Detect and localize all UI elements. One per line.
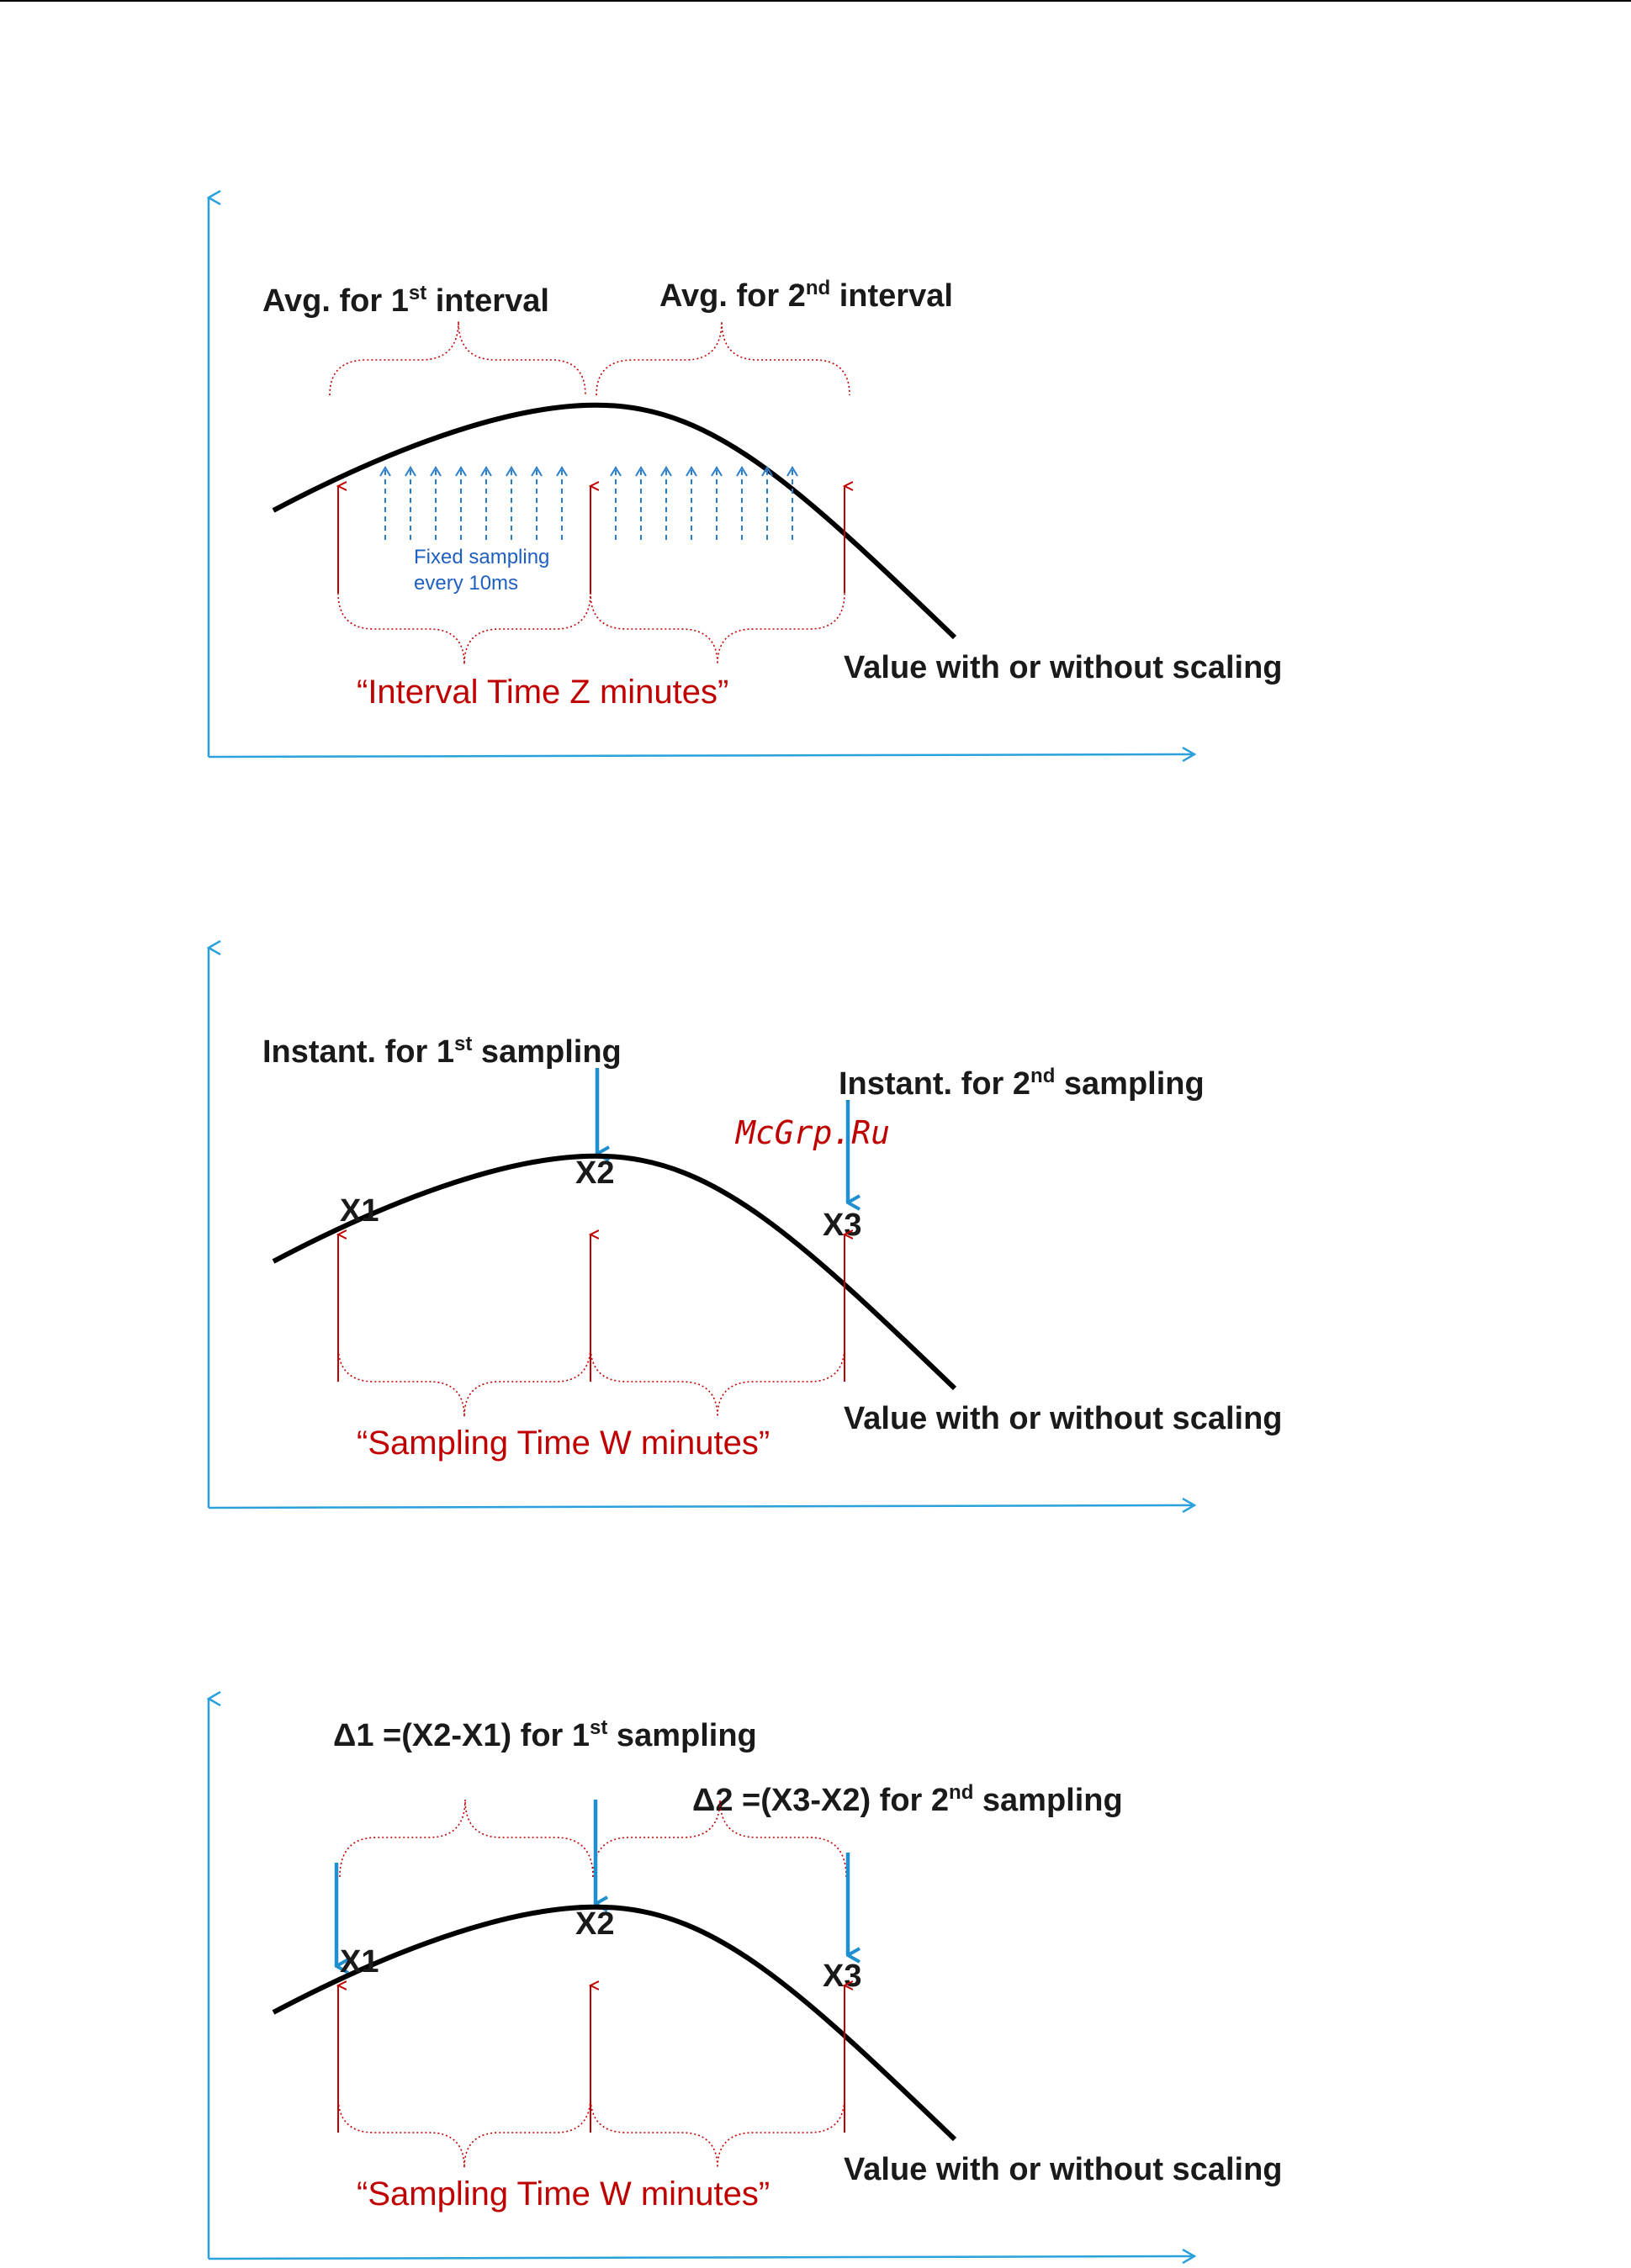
point-x3: X3	[823, 1959, 862, 1994]
upper-brace-first	[330, 321, 585, 395]
point-x1: X1	[340, 1944, 379, 1980]
upper-brace-second	[596, 321, 850, 395]
interval-time-label: “Interval Time Z minutes”	[357, 674, 729, 711]
lower-brace-second	[590, 593, 845, 664]
point-x2: X2	[575, 1906, 615, 1942]
panel-interval-average	[209, 198, 1283, 757]
lower-brace-first	[338, 2096, 590, 2168]
point-x3: X3	[823, 1208, 862, 1243]
lower-brace-first	[338, 593, 590, 664]
delta-second-sampling-label: Δ2 =(X3-X2) for 2nd sampling	[692, 1781, 1123, 1818]
watermark: McGrp.Ru	[736, 1114, 891, 1151]
avg-second-interval-label: Avg. for 2nd interval	[659, 277, 953, 314]
instant-first-sampling-label: Instant. for 1st sampling	[262, 1033, 622, 1070]
value-curve	[273, 1907, 955, 2139]
lower-brace-second	[590, 2096, 845, 2168]
x-axis	[209, 1505, 1194, 1508]
panel-delta-sampling	[209, 1699, 1283, 2259]
sampling-note-line-1: Fixed sampling	[414, 546, 550, 568]
instant-second-sampling-label: Instant. for 2nd sampling	[839, 1065, 1205, 1102]
curve-label: Value with or without scaling	[844, 2152, 1283, 2187]
point-x1: X1	[340, 1193, 379, 1229]
lower-brace-second	[590, 1345, 845, 1417]
upper-brace-first	[340, 1800, 593, 1877]
sampling-time-label: “Sampling Time W minutes”	[357, 1425, 770, 1462]
delta-first-sampling-label: Δ1 =(X2-X1) for 1st sampling	[333, 1716, 757, 1753]
lower-brace-first	[338, 1345, 590, 1417]
sampling-note-line-2: every 10ms	[414, 572, 519, 595]
avg-first-interval-label: Avg. for 1st interval	[262, 282, 549, 319]
point-x2: X2	[575, 1155, 615, 1191]
x-axis	[209, 754, 1194, 757]
curve-label: Value with or without scaling	[844, 650, 1283, 685]
x-axis	[209, 2256, 1194, 2259]
sampling-time-label: “Sampling Time W minutes”	[357, 2175, 770, 2212]
panel-instant-sampling	[209, 948, 1283, 1508]
value-curve	[273, 405, 955, 637]
sampling-arrows	[380, 468, 797, 540]
value-curve	[273, 1156, 955, 1388]
curve-label: Value with or without scaling	[844, 1401, 1283, 1436]
